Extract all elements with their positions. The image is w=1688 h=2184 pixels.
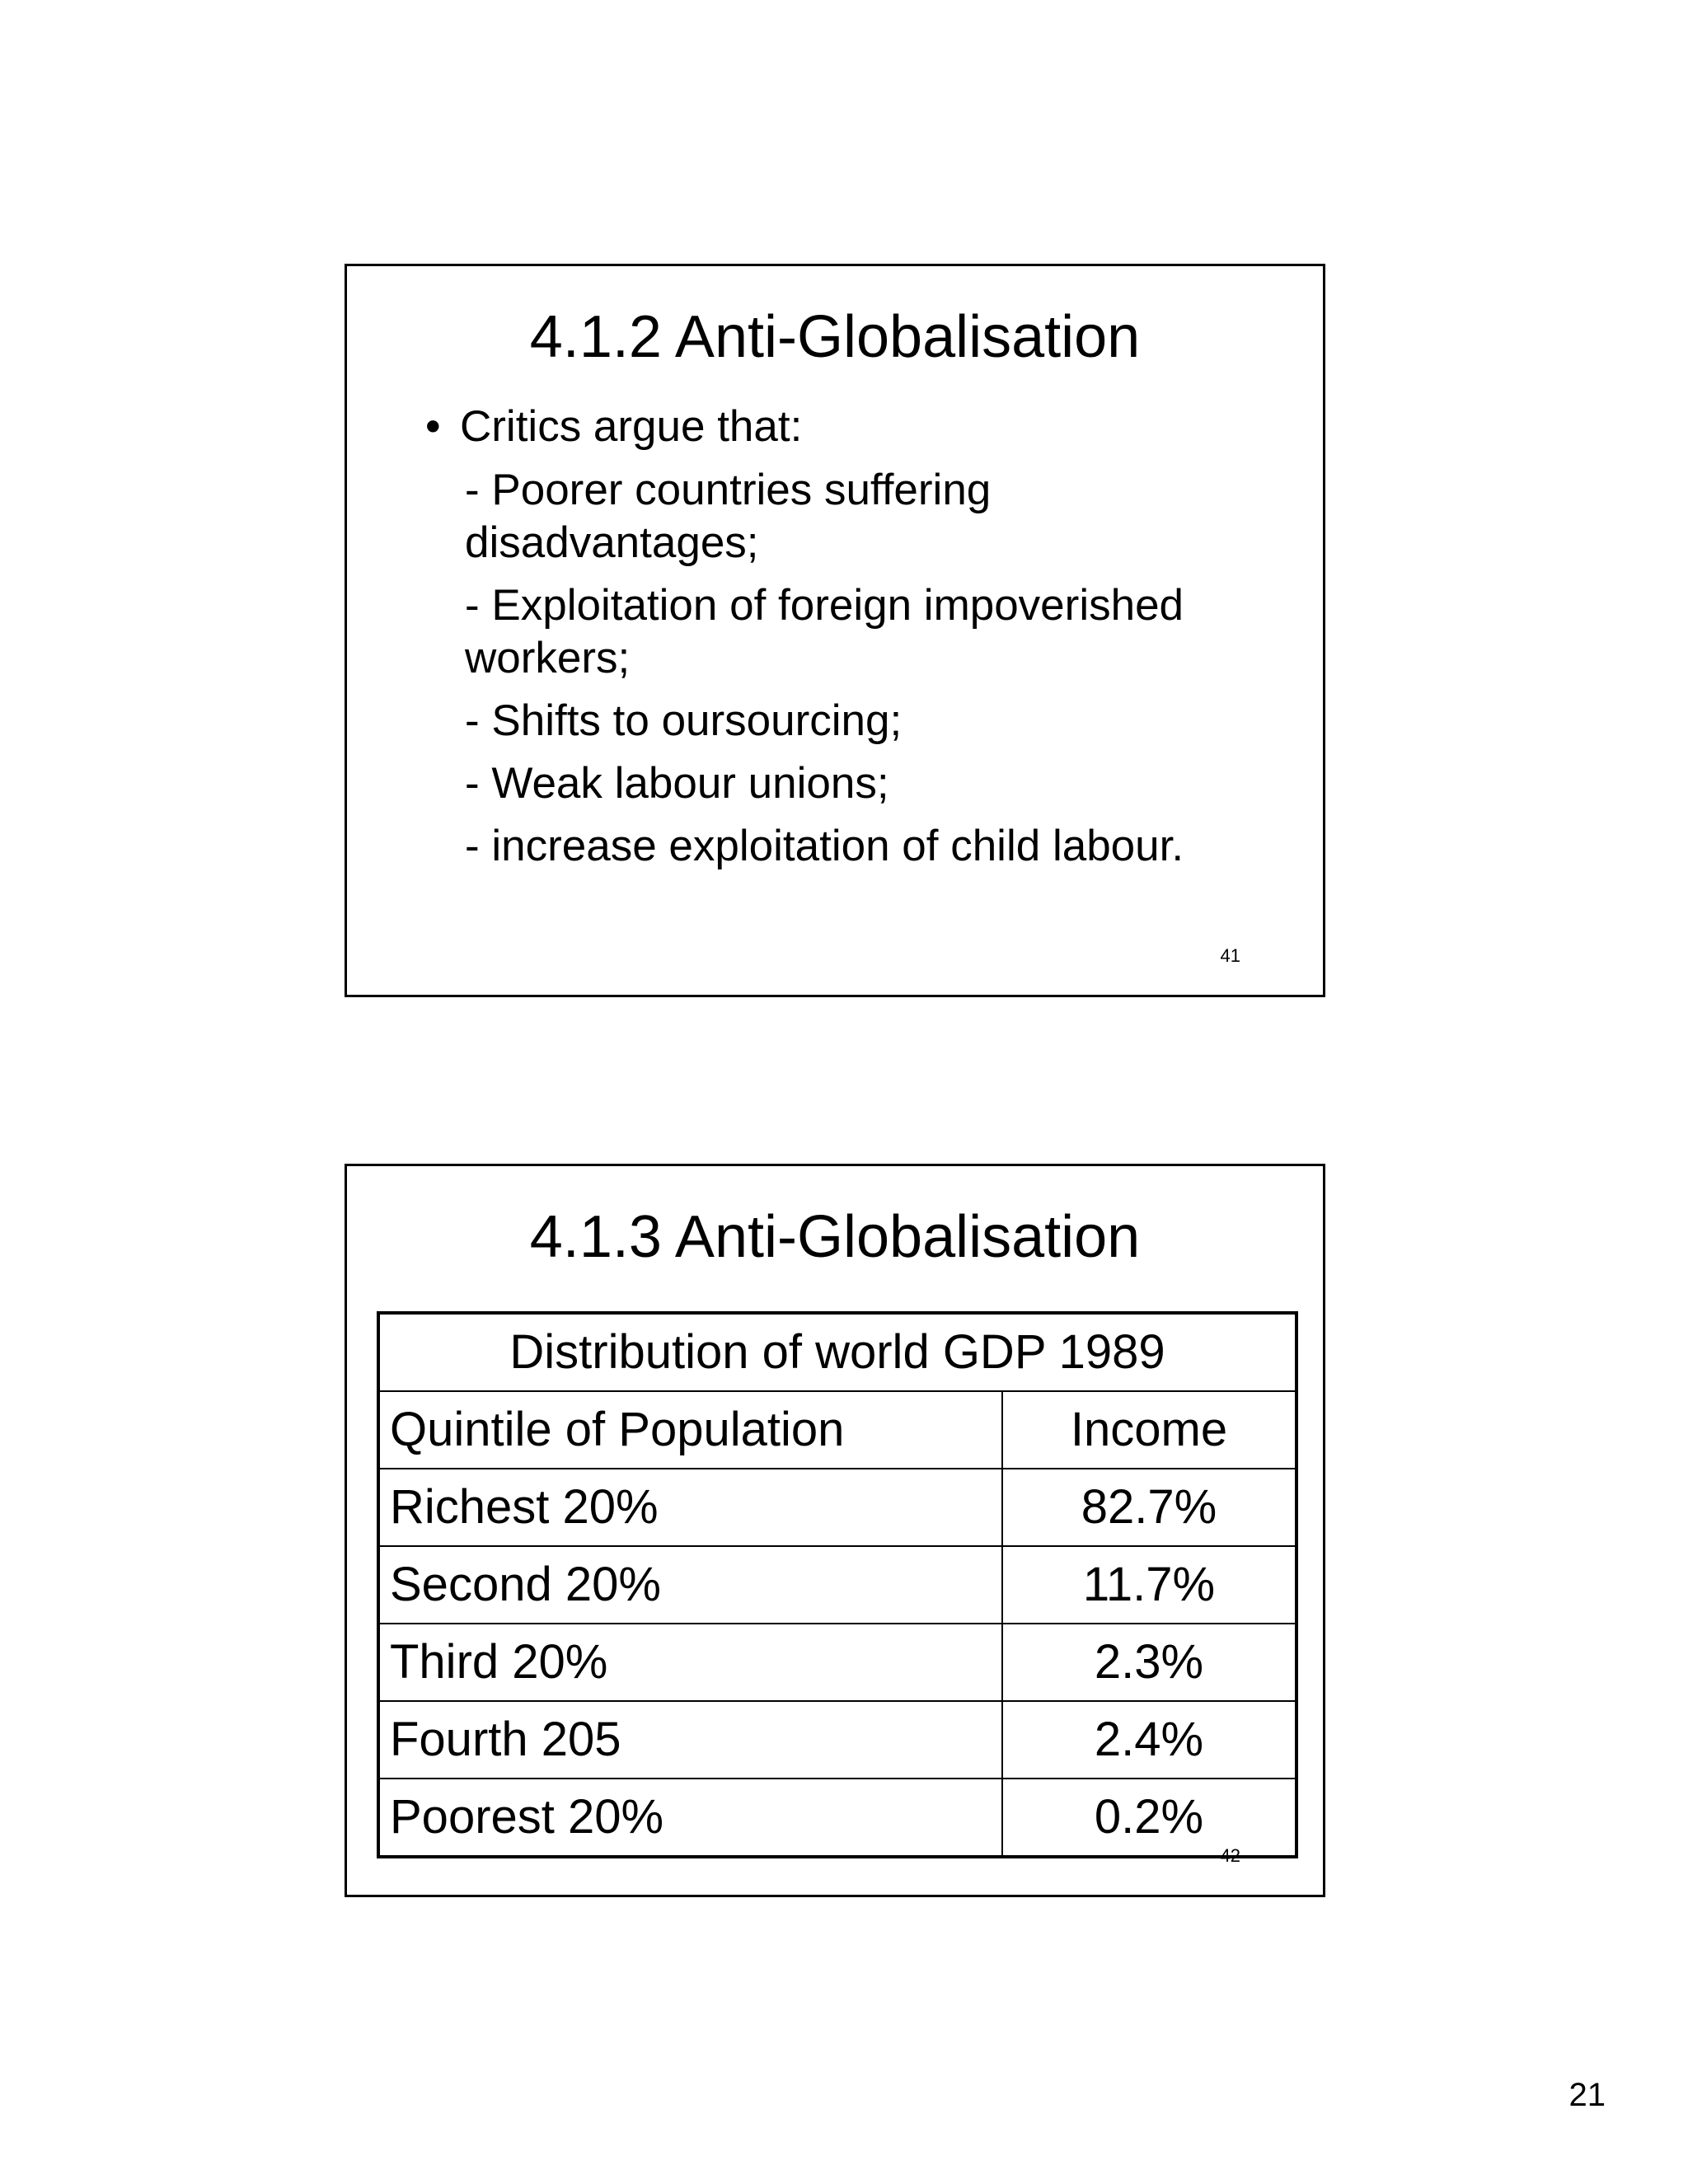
table-header-row [378, 1391, 1296, 1469]
list-item: - increase exploitation of child labour. [465, 822, 1184, 870]
column-header-quintile: Quintile of Population [378, 1391, 1002, 1469]
slide-number: 42 [1220, 1845, 1240, 1866]
table-row [378, 1779, 1296, 1857]
gdp-distribution-table [377, 1311, 1298, 1858]
list-item: - Shifts to oursourcing; [465, 696, 903, 745]
quintile-cell: Second 20% [378, 1546, 1002, 1624]
bullet-intro-text: Critics argue that: [460, 402, 803, 451]
quintile-cell: Fourth 205 [378, 1701, 1002, 1779]
table-caption-row [378, 1313, 1296, 1391]
column-header-income: Income [1002, 1391, 1296, 1469]
slide-number: 41 [1220, 945, 1240, 966]
bullet-icon: • [425, 402, 441, 451]
income-cell: 11.7% [1002, 1546, 1296, 1624]
slide-title: 4.1.2 Anti-Globalisation [529, 304, 1141, 370]
income-cell: 82.7% [1002, 1469, 1296, 1546]
quintile-cell: Richest 20% [378, 1469, 1002, 1546]
income-cell: 0.2% [1002, 1779, 1296, 1857]
table-row [378, 1624, 1296, 1701]
list-item: - Poorer countries suffering disadvantages; [465, 466, 992, 567]
critics-list [465, 464, 1289, 883]
list-item: - Exploitation of foreign impoverished workers; [465, 581, 1184, 682]
table-caption: Distribution of world GDP 1989 [378, 1313, 1296, 1391]
income-cell: 2.3% [1002, 1624, 1296, 1701]
quintile-cell: Third 20% [378, 1624, 1002, 1701]
quintile-cell: Poorest 20% [378, 1779, 1002, 1857]
table-row [378, 1701, 1296, 1779]
income-cell: 2.4% [1002, 1701, 1296, 1779]
slide-41 [345, 264, 1325, 997]
slide-title: 4.1.3 Anti-Globalisation [529, 1204, 1141, 1270]
page-number: 21 [1568, 2077, 1606, 2113]
slide-42 [345, 1164, 1325, 1897]
table-row [378, 1469, 1296, 1546]
list-item: - Weak labour unions; [465, 759, 889, 808]
bullet-intro [425, 402, 803, 451]
table-row [378, 1546, 1296, 1624]
